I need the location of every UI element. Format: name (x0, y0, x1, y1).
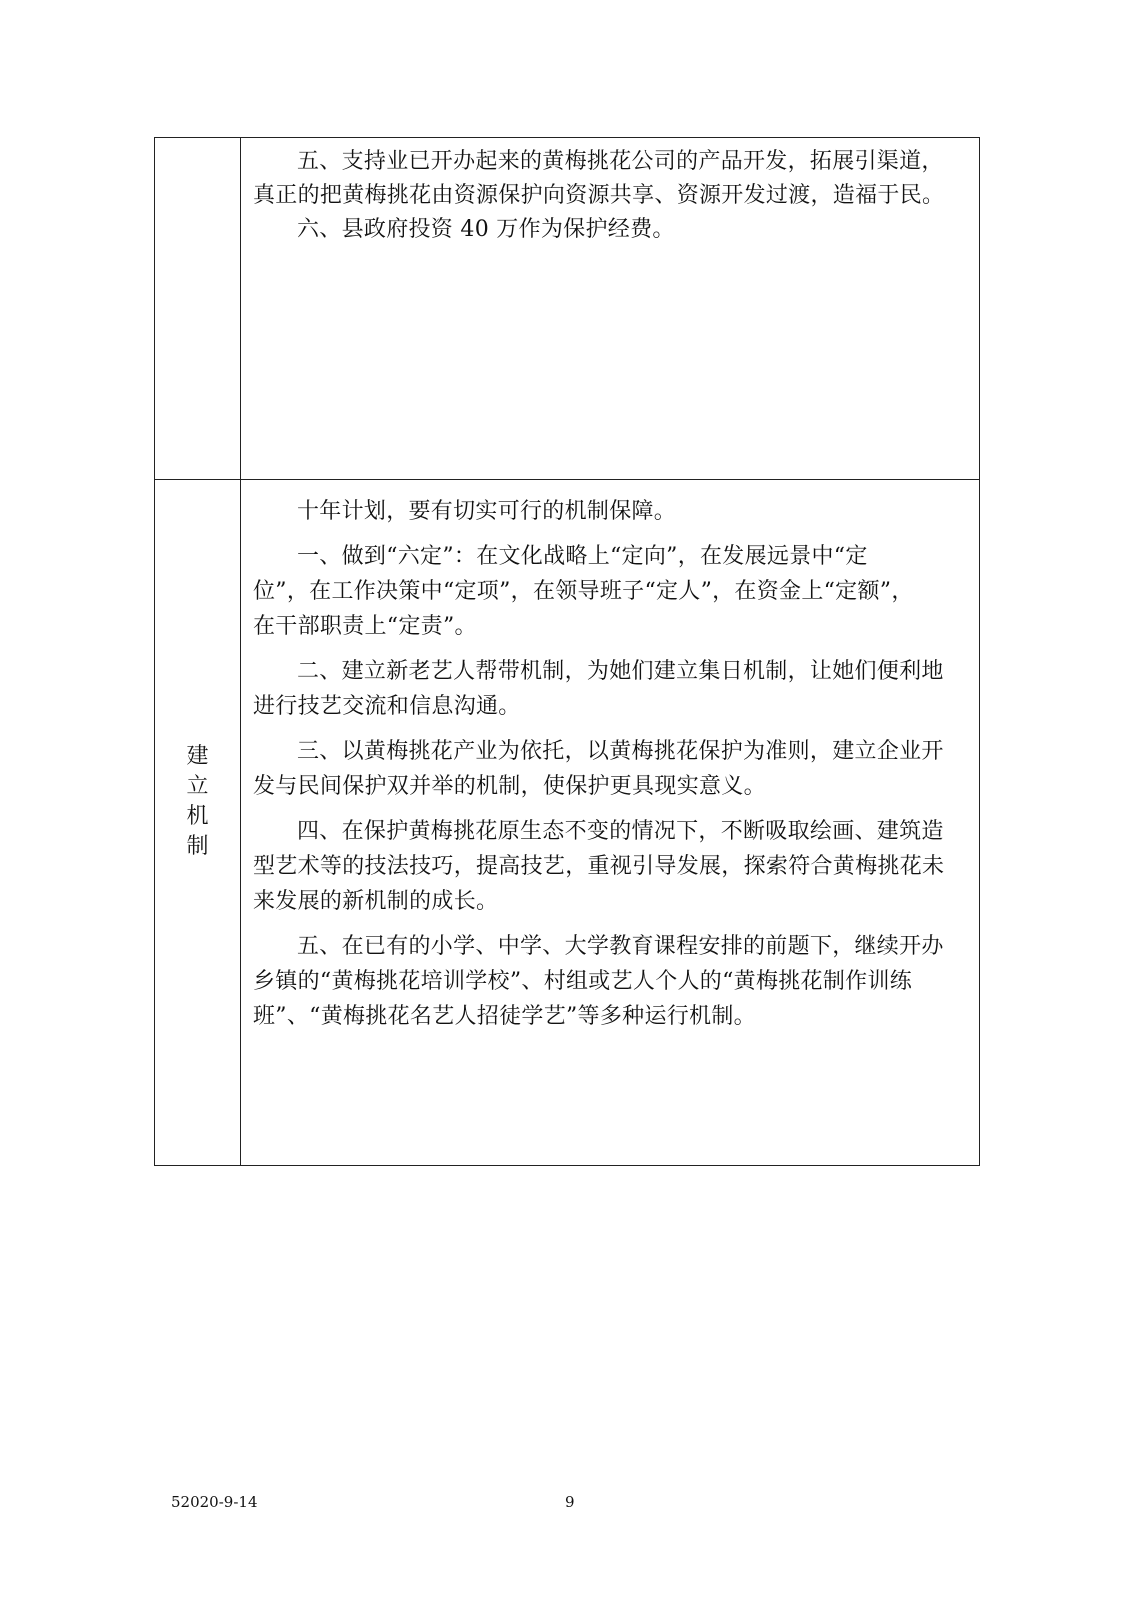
vertical-row-label (155, 742, 240, 862)
document-table (154, 137, 980, 1166)
paragraph-item-5-product-development: 五、支持业已开办起来的黄梅挑花公司的产品开发，拓展引渠道， 真正的把黄梅挑花由资源保护向资源共享、资源开发过渡，造福于民。 (253, 149, 945, 208)
paragraph-item-2-mentoring: 二、建立新老艺人帮带机制，为她们建立集日机制，让她们便利地 进行技艺交流和信息沟通。 (253, 659, 944, 719)
label-char: 制 (186, 834, 209, 859)
paragraph-item-6-government-investment: 六、县政府投资 40 万作为保护经费。 (297, 217, 675, 242)
footer-date: 52020-9-14 (171, 1493, 258, 1511)
label-char: 机 (186, 804, 209, 829)
paragraph-item-1-six-fixes: 一、做到“六定”：在文化战略上“定向”，在发展远景中“定 位”，在工作决策中“定项”，在领导班子“定人”，在资金上“定额”， 在干部职责上“定责”。 (253, 544, 914, 639)
table-row-mechanism (155, 480, 979, 1165)
row-content-cell-funding (241, 138, 979, 479)
paragraph-item-3-industry: 三、以黄梅挑花产业为依托，以黄梅挑花保护为准则，建立企业开 发与民间保护双并举的机制，使保护更具现实意义。 (253, 739, 944, 799)
paragraph-item-4-innovation: 四、在保护黄梅挑花原生态不变的情况下，不断吸取绘画、建筑造 型艺术等的技法技巧，提高技艺，重视引导发展，探索符合黄梅挑花未 来发展的新机制的成长。 (253, 819, 945, 914)
row-content-cell-mechanism (241, 480, 979, 1165)
table-row-funding (155, 138, 979, 480)
paragraph-item-5-training: 五、在已有的小学、中学、大学教育课程安排的前题下，继续开办 乡镇的“黄梅挑花培训学校”、村组或艺人个人的“黄梅挑花制作训练 班”、“黄梅挑花名艺人招徒学艺”等多种运行机制。 (253, 934, 944, 1029)
paragraph-intro: 十年计划，要有切实可行的机制保障。 (297, 499, 677, 524)
row-label-cell-mechanism (155, 480, 241, 1165)
row-label-cell-empty (155, 138, 241, 479)
label-char: 立 (186, 774, 209, 799)
label-char: 建 (186, 744, 209, 769)
page-number: 9 (565, 1493, 575, 1511)
